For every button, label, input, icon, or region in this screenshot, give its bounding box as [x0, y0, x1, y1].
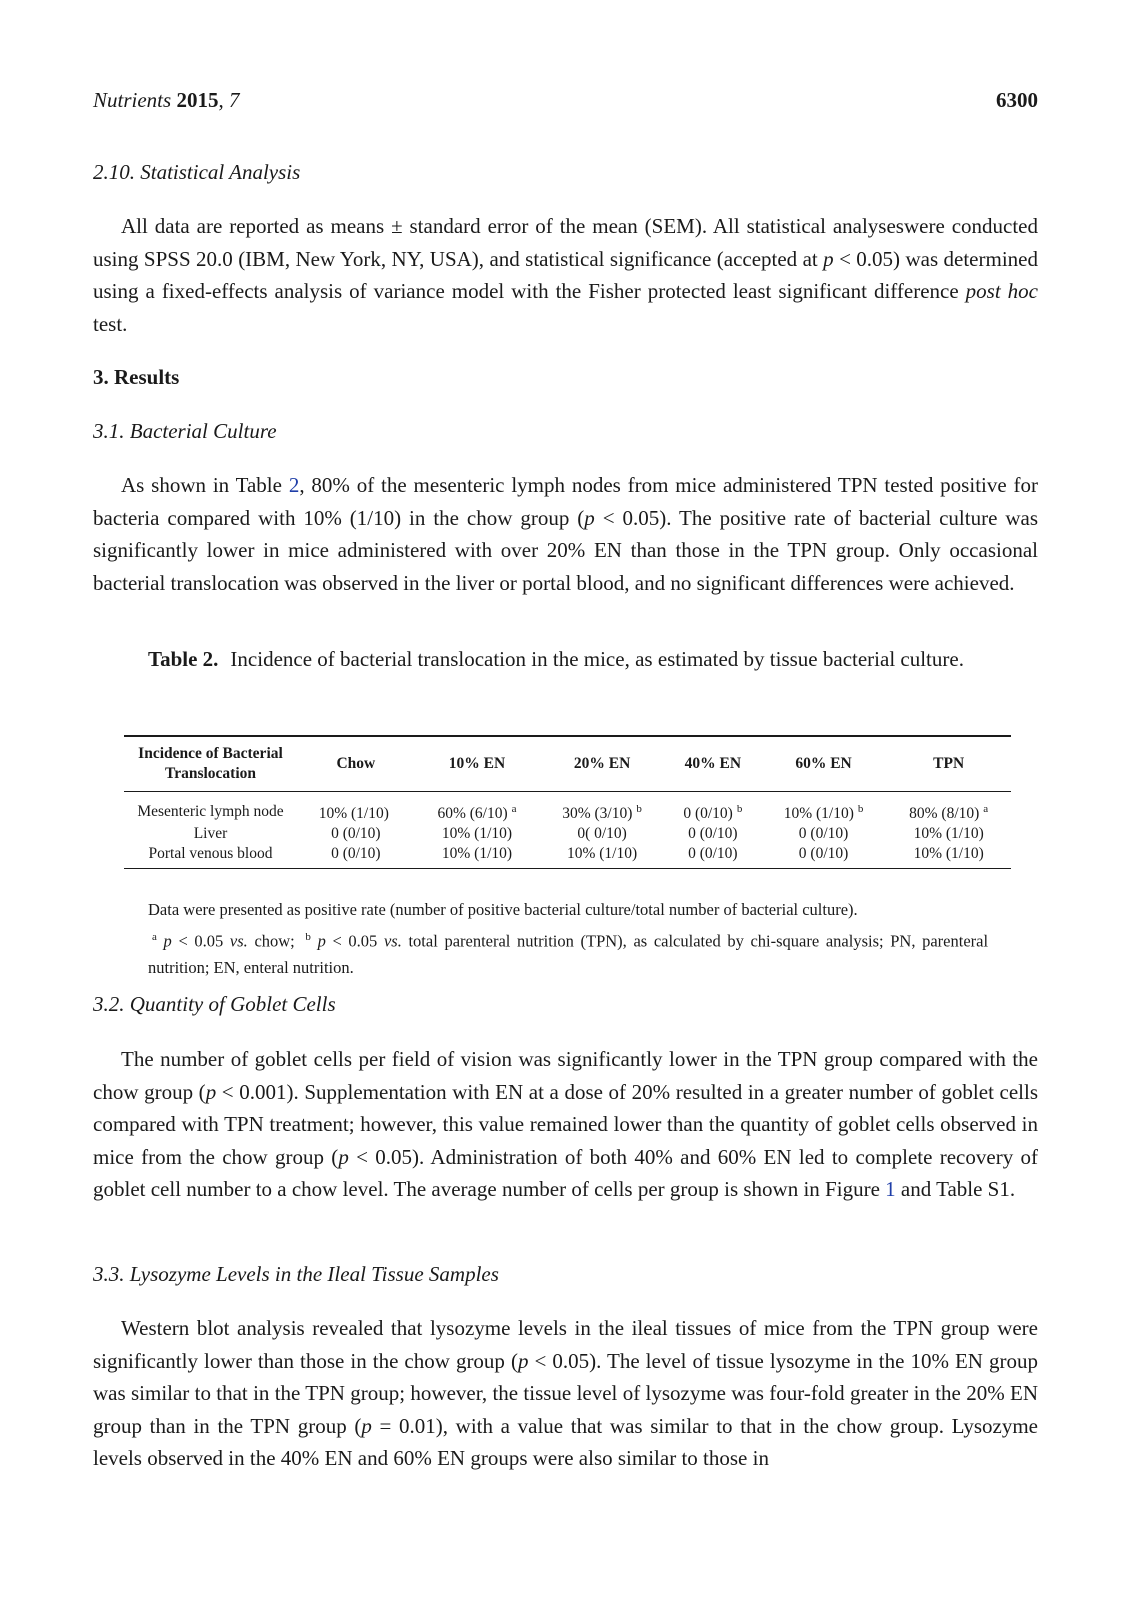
footnote-text: < 0.05: [325, 931, 384, 950]
table-cell: [665, 792, 761, 825]
journal-name: Nutrients: [93, 88, 172, 112]
table-cell: [539, 792, 665, 825]
table-cell: [297, 792, 415, 825]
bacterial-translocation-table: [124, 735, 1011, 869]
text-run: Western blot analysis revealed that lysozyme levels in the ileal tissues of mice from the TPN group were significantly lower than those in the chow group (: [93, 1316, 1038, 1373]
table-2-caption: [148, 643, 988, 675]
table-2-label: Table 2.: [148, 647, 219, 671]
cell-value: 80% (8/10): [909, 805, 980, 823]
text-run: test.: [93, 311, 128, 336]
section-3-1-title: 3.1. Bacterial Culture: [93, 419, 277, 443]
text-run: The number of goblet cells per field of vision was significantly lower in the TPN group compared with the chow group (: [93, 1047, 1038, 1104]
table-cell: 0 (0/10): [798, 845, 849, 863]
footnote-text: total parenteral nutrition (TPN), as calculated by chi-square analysis; PN, parenteral nutrition; EN, enteral nutrition.: [148, 931, 989, 977]
table-row-liver: [124, 824, 1011, 844]
table-header-row: [124, 736, 1011, 792]
header-20-en: 20% EN: [573, 755, 631, 772]
table-row-mesenteric: [124, 792, 1011, 825]
cell-superscript: b: [736, 803, 743, 815]
table-cell: 0 (0/10): [688, 825, 738, 843]
section-3-1-paragraph: [93, 469, 1038, 599]
footnote-superscript-b: b: [305, 930, 311, 943]
cell-value: 30% (3/10): [562, 805, 633, 823]
text-run-italic: p: [361, 1413, 372, 1438]
row-label: Liver: [193, 825, 228, 843]
table-row-portal-blood: [124, 844, 1011, 869]
table-cell: 10% (1/10): [441, 845, 513, 863]
text-run: < 0.05). The level of tissue lysozyme in the 10% EN group was similar to that in the TPN group; however, the tissue level of lysozyme was four-fold greater in the 20% EN group than in the TPN group (: [93, 1348, 1038, 1438]
row-label: Portal venous blood: [148, 845, 273, 863]
cell-superscript: a: [511, 803, 517, 815]
header-incidence-label: Incidence of Bacterial Translocation: [138, 745, 283, 782]
section-2-10-title: 2.10. Statistical Analysis: [93, 160, 301, 184]
cell-value: 10% (1/10): [318, 805, 389, 823]
figure-1-link[interactable]: 1: [885, 1177, 896, 1201]
footnote-text: chow;: [247, 931, 302, 950]
text-run-italic: p: [517, 1348, 529, 1373]
table-cell: 10% (1/10): [441, 825, 513, 843]
table-cell: 10% (1/10): [913, 825, 984, 843]
text-run-italic: post hoc: [965, 279, 1038, 303]
text-run: = 0.01), with a value that was similar to that in the chow group. Lysozyme levels observed in the 40% EN and 60% EN groups were also similar to those in: [93, 1413, 1038, 1470]
header-40-en: 40% EN: [684, 755, 742, 772]
table-cell: 0 (0/10): [331, 825, 381, 843]
header-tpn: TPN: [933, 755, 965, 772]
table-cell: [761, 792, 887, 825]
section-3-3-title: 3.3. Lysozyme Levels in the Ileal Tissue Samples: [93, 1262, 499, 1286]
running-header: [93, 88, 1038, 118]
text-run: , 80% of the mesenteric lymph nodes from mice administered TPN tested positive for bacteria compared with 10% (1/10) in the chow group (: [93, 473, 1038, 530]
journal-volume: 7: [228, 88, 240, 112]
header-10-en: 10% EN: [448, 755, 506, 772]
journal-citation: [93, 88, 239, 113]
section-3-2-title: 3.2. Quantity of Goblet Cells: [93, 992, 336, 1016]
text-run: As shown in Table: [121, 473, 289, 497]
section-3-title: 3. Results: [93, 365, 180, 389]
text-run: < 0.05). Administration of both 40% and 60% EN led to complete recovery of goblet cell number to a chow level. The average number of cells per group is shown in Figure: [93, 1144, 1038, 1201]
text-run: < 0.001). Supplementation with EN at a dose of 20% resulted in a greater number of goblet cells compared with TPN treatment; however, this value remained lower than the quantity of goblet cells observed in mice from the chow group (: [93, 1079, 1038, 1169]
section-2-10-paragraph: [93, 210, 1038, 340]
table-cell: 0 (0/10): [798, 825, 849, 843]
cell-value: 10% (1/10): [783, 805, 854, 823]
footnote-italic-vs: vs.: [229, 931, 248, 950]
table-cell: 0 (0/10): [331, 845, 381, 863]
cell-value: 60% (6/10): [437, 805, 508, 823]
journal-year: 2015: [176, 88, 219, 112]
row-label: Mesenteric lymph node: [137, 802, 284, 820]
section-3-2-paragraph: [93, 1043, 1038, 1206]
footnote-italic-vs: vs.: [383, 931, 402, 950]
footnote-italic-p: p: [317, 931, 326, 950]
text-run: < 0.05) was determined using a fixed-effects analysis of variance model with the Fisher protected least significant difference: [93, 246, 1038, 303]
table-cell: 0 (0/10): [688, 845, 738, 863]
cell-value: 0 (0/10): [683, 805, 733, 823]
table-2: [124, 735, 1011, 869]
footnote-text: Data were presented as positive rate (number of positive bacterial culture/total number of bacterial culture).: [148, 900, 858, 919]
footnote-superscript-a: a: [152, 930, 157, 943]
table-2-footnote: [148, 897, 988, 981]
footnote-text: < 0.05: [171, 931, 230, 950]
table-cell: 10% (1/10): [566, 845, 638, 863]
table-2-link[interactable]: 2: [288, 473, 300, 497]
cell-superscript: a: [983, 803, 989, 815]
text-run: < 0.05). The positive rate of bacterial culture was significantly lower in mice administered with over 20% EN than those in the TPN group. Only occasional bacterial translocation was observed in the liver or portal blood, and no significant differences were achieved.: [93, 505, 1038, 595]
text-run: All data are reported as means ± standard error of the mean (SEM). All statistical analyseswere conducted using SPSS 20.0 (IBM, New York, NY, USA), and statistical significance (accepted at: [93, 214, 1038, 271]
text-run-italic: p: [823, 246, 834, 271]
footnote-italic-p: p: [163, 931, 172, 950]
table-2-caption-text: Incidence of bacterial translocation in the mice, as estimated by tissue bacterial culture.: [230, 647, 964, 671]
header-60-en: 60% EN: [795, 755, 852, 772]
cell-superscript: b: [857, 803, 864, 815]
table-cell: [886, 792, 1011, 825]
text-run-italic: p: [338, 1144, 349, 1169]
table-cell: [415, 792, 540, 825]
table-cell: 10% (1/10): [913, 845, 984, 863]
header-chow: Chow: [336, 755, 376, 772]
page-number: 6300: [996, 88, 1038, 112]
text-run-italic: p: [584, 505, 595, 530]
text-run: and Table S1.: [895, 1177, 1016, 1201]
citation-comma: ,: [218, 88, 229, 112]
table-cell: 0( 0/10): [577, 825, 627, 843]
text-run-italic: p: [205, 1079, 217, 1104]
section-3-3-paragraph: [93, 1312, 1038, 1475]
cell-superscript: b: [636, 803, 642, 815]
